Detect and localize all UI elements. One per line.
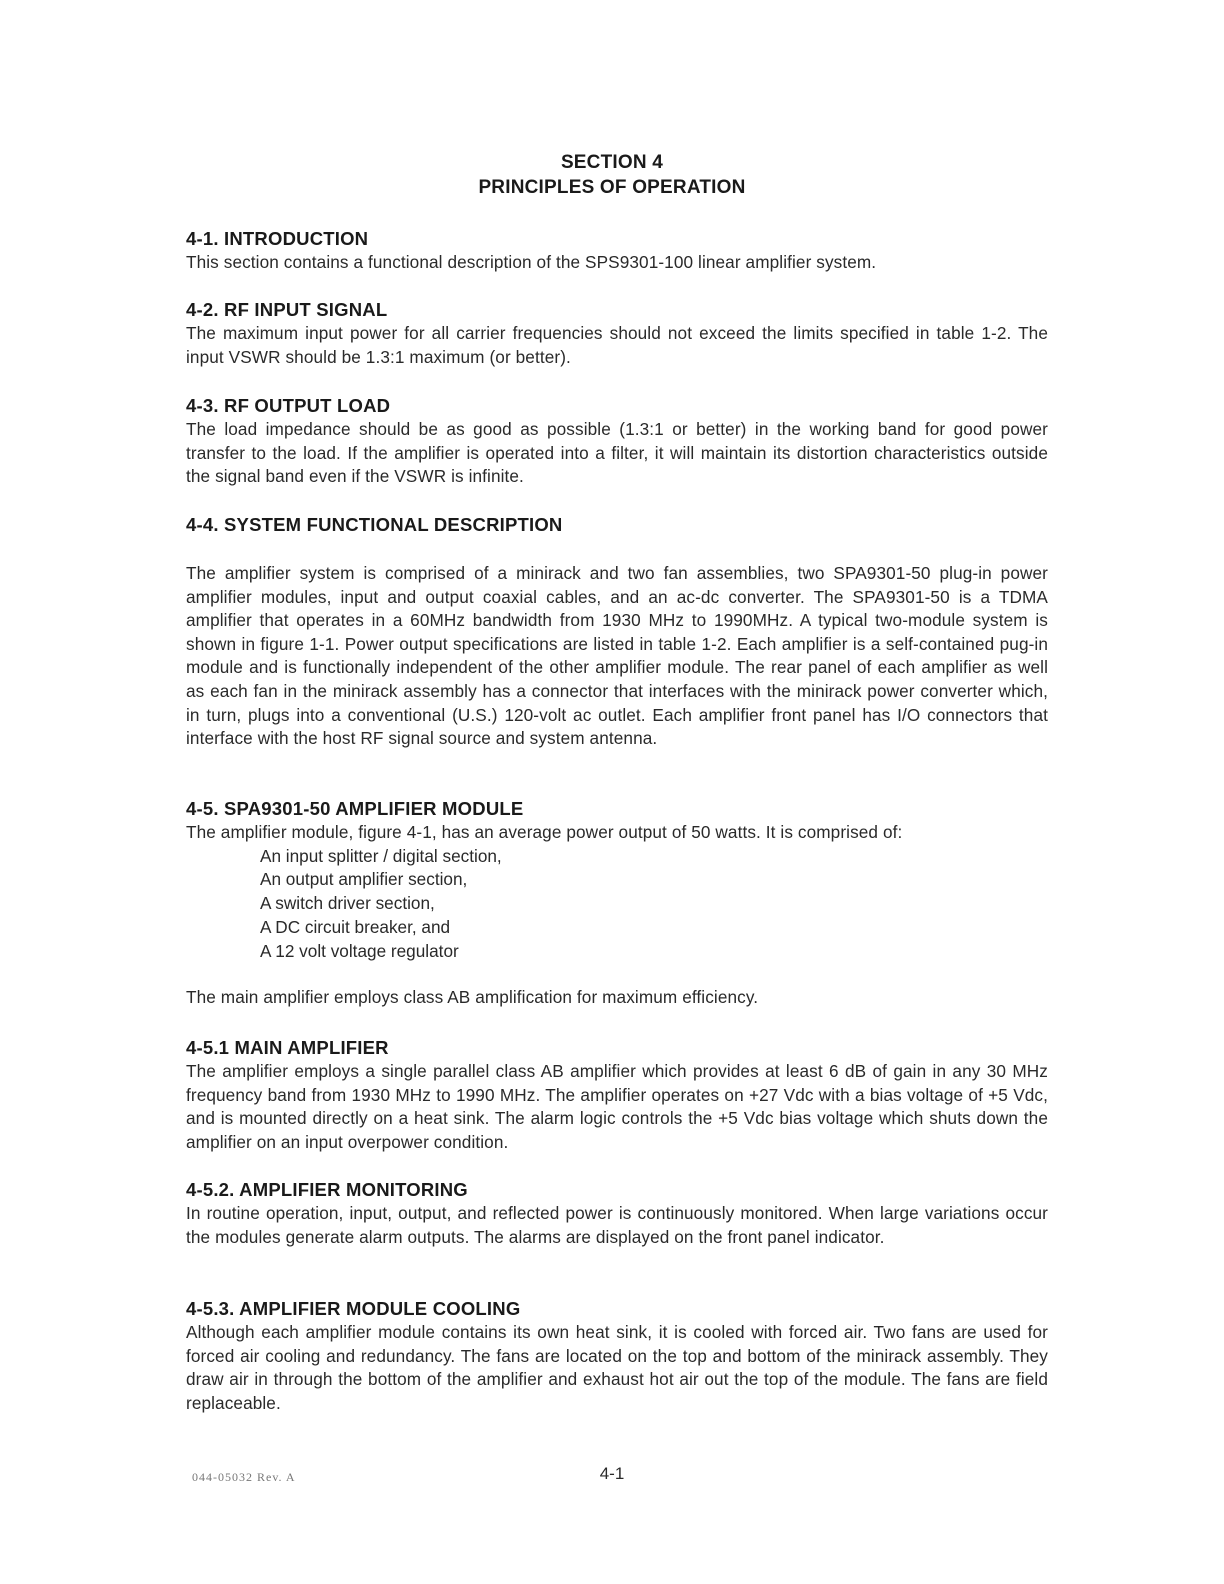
section-heading: 4-5.3. AMPLIFIER MODULE COOLING [186, 1298, 521, 1319]
section-text: The amplifier system is comprised of a minirack and two fan assemblies, two SPA9301-50 plug-in power amplifier modules, input and output coaxial cables, and an ac-dc converter. The SPA9301-50 is a TDMA amplifier that operates in a 60MHz bandwidth from 1930 MHz to 1990MHz. A typical two-module system is shown in figure 1-1. Power output specifications are listed in table 1-2. Each amplifier is a self-contained pug-in module and is functionally independent of the other amplifier module. The rear panel of each amplifier as well as each fan in the minirack assembly has a connector that interfaces with the minirack power converter which, in turn, plugs into a conventional (U.S.) 120-volt ac outlet. Each amplifier front panel has I/O connectors that interface with the host RF signal source and system antenna. [186, 563, 1048, 749]
list-item: A 12 volt voltage regulator [260, 940, 459, 961]
document-number: 044-05032 Rev. A [192, 1470, 296, 1484]
section-amplifier-module-cooling [186, 1297, 1048, 1415]
list-item: A DC circuit breaker, and [260, 916, 451, 937]
section-text: The amplifier employs a single parallel class AB amplifier which provides at least 6 dB of gain in any 30 MHz frequency band from 1930 MHz to 1990 MHz. The amplifier operates on +27 Vdc with a bias voltage of +5 Vdc, and is mounted directly on a heat sink. The alarm logic controls the +5 Vdc bias voltage which shuts down the amplifier on an input overpower condition. [186, 1061, 1048, 1152]
section-text: The maximum input power for all carrier frequencies should not exceed the limits specified in table 1-2. The input VSWR should be 1.3:1 maximum (or better). [186, 323, 1048, 367]
section-heading: 4-2. RF INPUT SIGNAL [186, 299, 388, 320]
section-amplifier-module [186, 797, 1048, 1009]
section-heading: 4-3. RF OUTPUT LOAD [186, 395, 391, 416]
list-item: A switch driver section, [260, 893, 435, 914]
section-text: The load impedance should be as good as possible (1.3:1 or better) in the working band for good power transfer to the load. If the amplifier is operated into a filter, it will maintain its distortion characteristics outside the signal band even if the VSWR is infinite. [186, 419, 1048, 487]
section-text: This section contains a functional description of the SPS9301-100 linear amplifier system. [186, 252, 877, 272]
component-list [186, 845, 1048, 964]
section-rf-output-load [186, 394, 1048, 489]
section-heading: 4-1. INTRODUCTION [186, 228, 369, 249]
section-rf-input-signal [186, 298, 1048, 369]
list-item: An output amplifier section, [260, 869, 468, 890]
section-text: The amplifier module, figure 4-1, has an average power output of 50 watts. It is comprised of: [186, 822, 903, 842]
section-heading: 4-5. SPA9301-50 AMPLIFIER MODULE [186, 798, 524, 819]
section-system-functional-description [186, 513, 1048, 751]
section-text: Although each amplifier module contains its own heat sink, it is cooled with forced air. Two fans are used for forced air cooling and redundancy. The fans are located on the top and bottom of the minirack assembly. They draw air in through the bottom of the amplifier and exhaust hot air out the top of the module. The fans are field replaceable. [186, 1322, 1048, 1413]
section-closing-text: The main amplifier employs class AB amplification for maximum efficiency. [186, 986, 759, 1007]
section-text: In routine operation, input, output, and reflected power is continuously monitored. When large variations occur the modules generate alarm outputs. The alarms are displayed on the front panel indicator. [186, 1203, 1048, 1247]
section-number: SECTION 4 [560, 152, 664, 173]
page-number: 4-1 [599, 1464, 625, 1483]
section-heading: 4-5.1 MAIN AMPLIFIER [186, 1037, 389, 1058]
section-introduction [186, 227, 1048, 275]
page-title: PRINCIPLES OF OPERATION [478, 177, 746, 198]
section-heading: 4-4. SYSTEM FUNCTIONAL DESCRIPTION [186, 514, 563, 535]
section-main-amplifier [186, 1036, 1048, 1154]
list-item: An input splitter / digital section, [260, 845, 502, 866]
section-amplifier-monitoring [186, 1178, 1048, 1249]
section-heading: 4-5.2. AMPLIFIER MONITORING [186, 1179, 468, 1200]
